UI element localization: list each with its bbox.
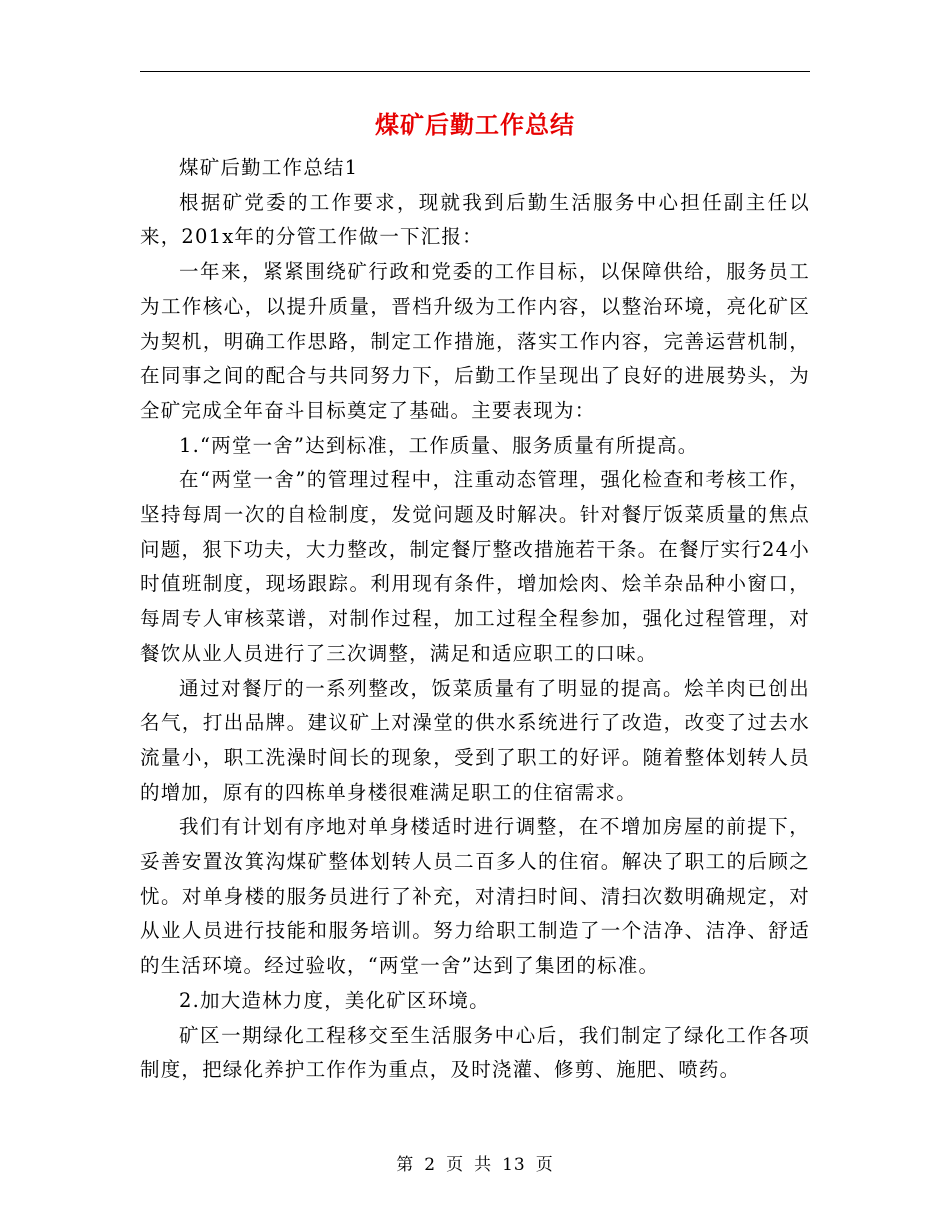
footer-total-prefix: 共 <box>474 1155 493 1175</box>
footer-page-total: 13 <box>502 1155 526 1175</box>
paragraph: 根据矿党委的工作要求，现就我到后勤生活服务中心担任副主任以来，201x年的分管工作做一下汇报： <box>140 190 810 249</box>
paragraph: 矿区一期绿化工程移交至生活服务中心后，我们制定了绿化工作各项制度，把绿化养护工作作为重点，及时浇灌、修剪、施肥、喷药。 <box>140 1023 810 1082</box>
section-heading: 2.加大造林力度，美化矿区环境。 <box>179 988 490 1012</box>
document-title: 煤矿后勤工作总结 <box>375 110 575 139</box>
footer-page-current: 2 <box>424 1155 437 1175</box>
paragraph: 一年来，紧紧围绕矿行政和党委的工作目标，以保障供给，服务员工为工作核心，以提升质量，晋档升级为工作内容，以整治环境，亮化矿区为契机，明确工作思路，制定工作措施，落实工作内容，完善运营机制，在同事之间的配合与共同努力下，后勤工作呈现出了良好的进展势头，为全矿完成全年奋斗目标奠定了基础。主要表现为： <box>140 260 810 422</box>
footer-page-suffix: 页 <box>535 1155 554 1175</box>
footer-page-label: 页 <box>446 1155 465 1175</box>
footer-page-prefix: 第 <box>396 1155 415 1175</box>
paragraph: 在“两堂一舍”的管理过程中，注重动态管理，强化检查和考核工作，坚持每周一次的自检制度，发觉问题及时解决。针对餐厅饭菜质量的焦点问题，狠下功夫，大力整改，制定餐厅整改措施若干条。在餐厅实行24小时值班制度，现场跟踪。利用现有条件，增加烩肉、烩羊杂品种小窗口，每周专人审核菜谱，对制作过程，加工过程全程参加，强化过程管理，对餐饮从业人员进行了三次调整，满足和适应职工的口味。 <box>140 468 810 665</box>
paragraph-subtitle: 煤矿后勤工作总结1 <box>179 156 359 179</box>
section-heading: 1.“两堂一舍”达到标准，工作质量、服务质量有所提高。 <box>179 433 699 457</box>
paragraph: 我们有计划有序地对单身楼适时进行调整，在不增加房屋的前提下，妥善安置汝箕沟煤矿整体划转人员二百多人的住宿。解决了职工的后顾之忧。对单身楼的服务员进行了补充，对清扫时间、清扫次数明确规定，对从业人员进行技能和服务培训。努力给职工制造了一个洁净、洁净、舒适的生活环境。经过验收，“两堂一舍”达到了集团的标准。 <box>140 815 810 978</box>
paragraph: 通过对餐厅的一系列整改，饭菜质量有了明显的提高。烩羊肉已创出名气，打出品牌。建议矿上对澡堂的供水系统进行了改造，改变了过去水流量小，职工洗澡时间长的现象，受到了职工的好评。随着整体划转人员的增加，原有的四栋单身楼很难满足职工的住宿需求。 <box>140 676 810 804</box>
page-footer <box>140 1153 810 1177</box>
document-body <box>140 151 810 1088</box>
header-rule <box>140 71 810 72</box>
